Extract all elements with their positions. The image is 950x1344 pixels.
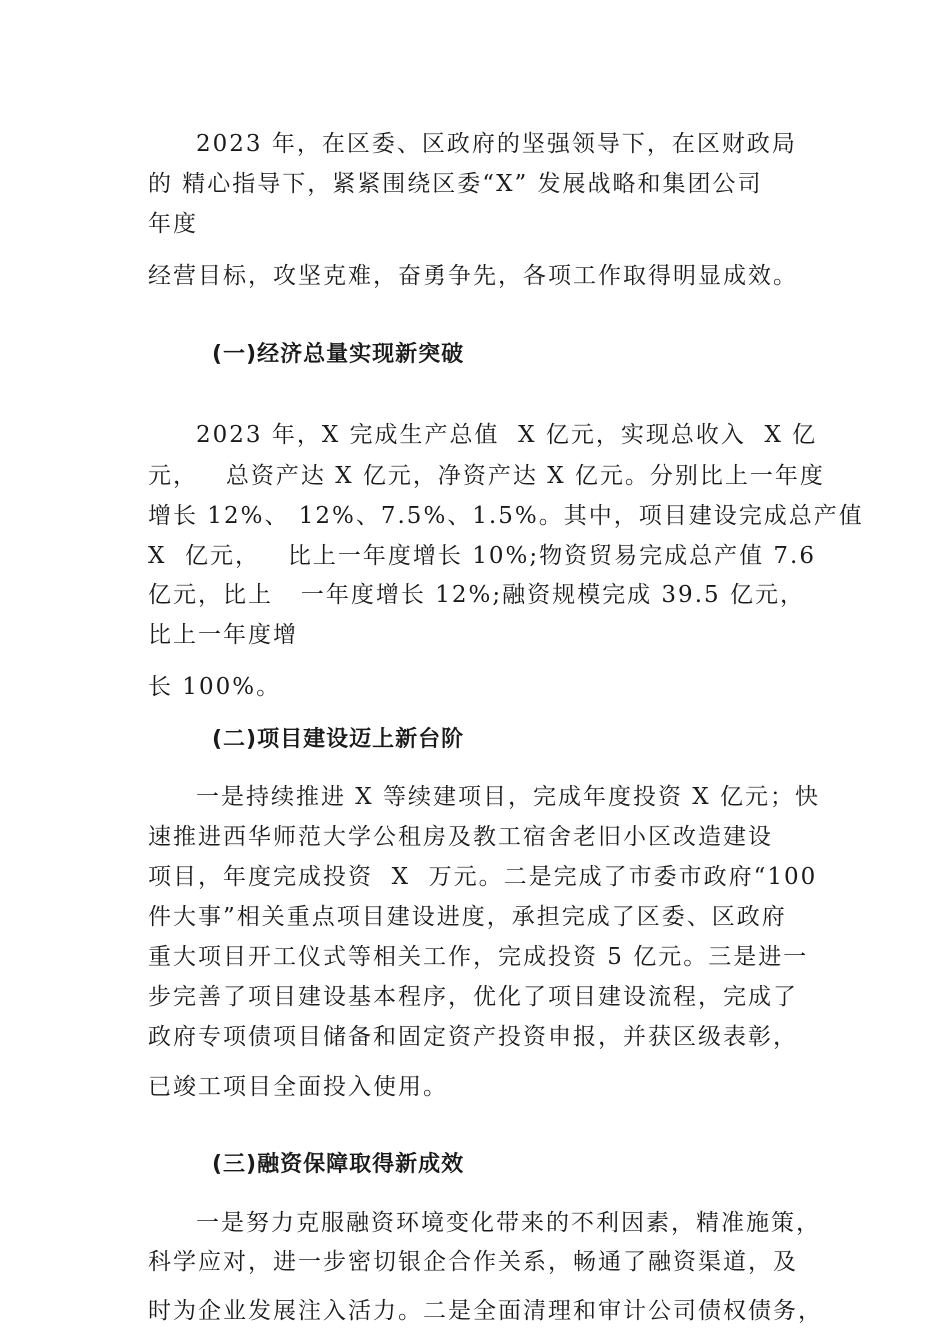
intro-line-1: 2023 年，在区委、区政府的坚强领导下，在区财政局 [196, 131, 797, 157]
section1-line-6: 比上一年度增 [148, 622, 298, 648]
section3-line-1: 一是努力克服融资环境变化带来的不利因素，精准施策， [196, 1210, 821, 1236]
section1-line-4: X 亿元， 比上一年度增长 10%;物资贸易完成总产值 7.6 [148, 543, 816, 569]
section2-line-5: 重大项目开工仪式等相关工作，完成投资 5 亿元。三是进一 [148, 944, 809, 970]
intro-line-2: 的 精心指导下，紧紧围绕区委“X” 发展战略和集团公司 [148, 171, 763, 197]
section-heading-2: (二)项目建设迈上新台阶 [212, 727, 465, 752]
section1-line-7: 长 100%。 [148, 674, 282, 700]
section1-line-3: 增长 12%、 12%、7.5%、1.5%。其中，项目建设完成总产值 [148, 503, 864, 529]
intro-line-4: 经营目标，攻坚克难，奋勇争先，各项工作取得明显成效。 [148, 263, 798, 289]
section-heading-3: (三)融资保障取得新成效 [212, 1152, 465, 1177]
section-heading-1: (一)经济总量实现新突破 [212, 342, 465, 367]
section2-line-6: 步完善了项目建设基本程序，优化了项目建设流程，完成了 [148, 984, 798, 1010]
section2-line-8: 已竣工项目全面投入使用。 [148, 1074, 448, 1100]
section2-line-1: 一是持续推进 X 等续建项目，完成年度投资 X 亿元；快 [196, 784, 820, 810]
section1-line-2: 元， 总资产达 X 亿元，净资产达 X 亿元。分别比上一年度 [148, 463, 825, 489]
section2-line-7: 政府专项债项目储备和固定资产投资申报，并获区级表彰， [148, 1024, 798, 1050]
section2-line-3: 项目，年度完成投资 X 万元。二是完成了市委市政府“100 [148, 864, 818, 890]
section3-line-2: 科学应对，进一步密切银企合作关系，畅通了融资渠道，及 [148, 1249, 798, 1275]
intro-line-3: 年度 [148, 211, 198, 237]
section1-line-1: 2023 年，X 完成生产总值 X 亿元，实现总收入 X 亿 [196, 422, 818, 448]
section3-line-3: 时为企业发展注入活力。二是全面清理和审计公司债权债务， [148, 1298, 823, 1324]
section2-line-2: 速推进西华师范大学公租房及教工宿舍老旧小区改造建设 [148, 824, 773, 850]
section2-line-4: 件大事”相关重点项目建设进度，承担完成了区委、区政府 [148, 904, 787, 930]
section1-line-5: 亿元，比上 一年度增长 12%;融资规模完成 39.5 亿元， [148, 582, 805, 608]
